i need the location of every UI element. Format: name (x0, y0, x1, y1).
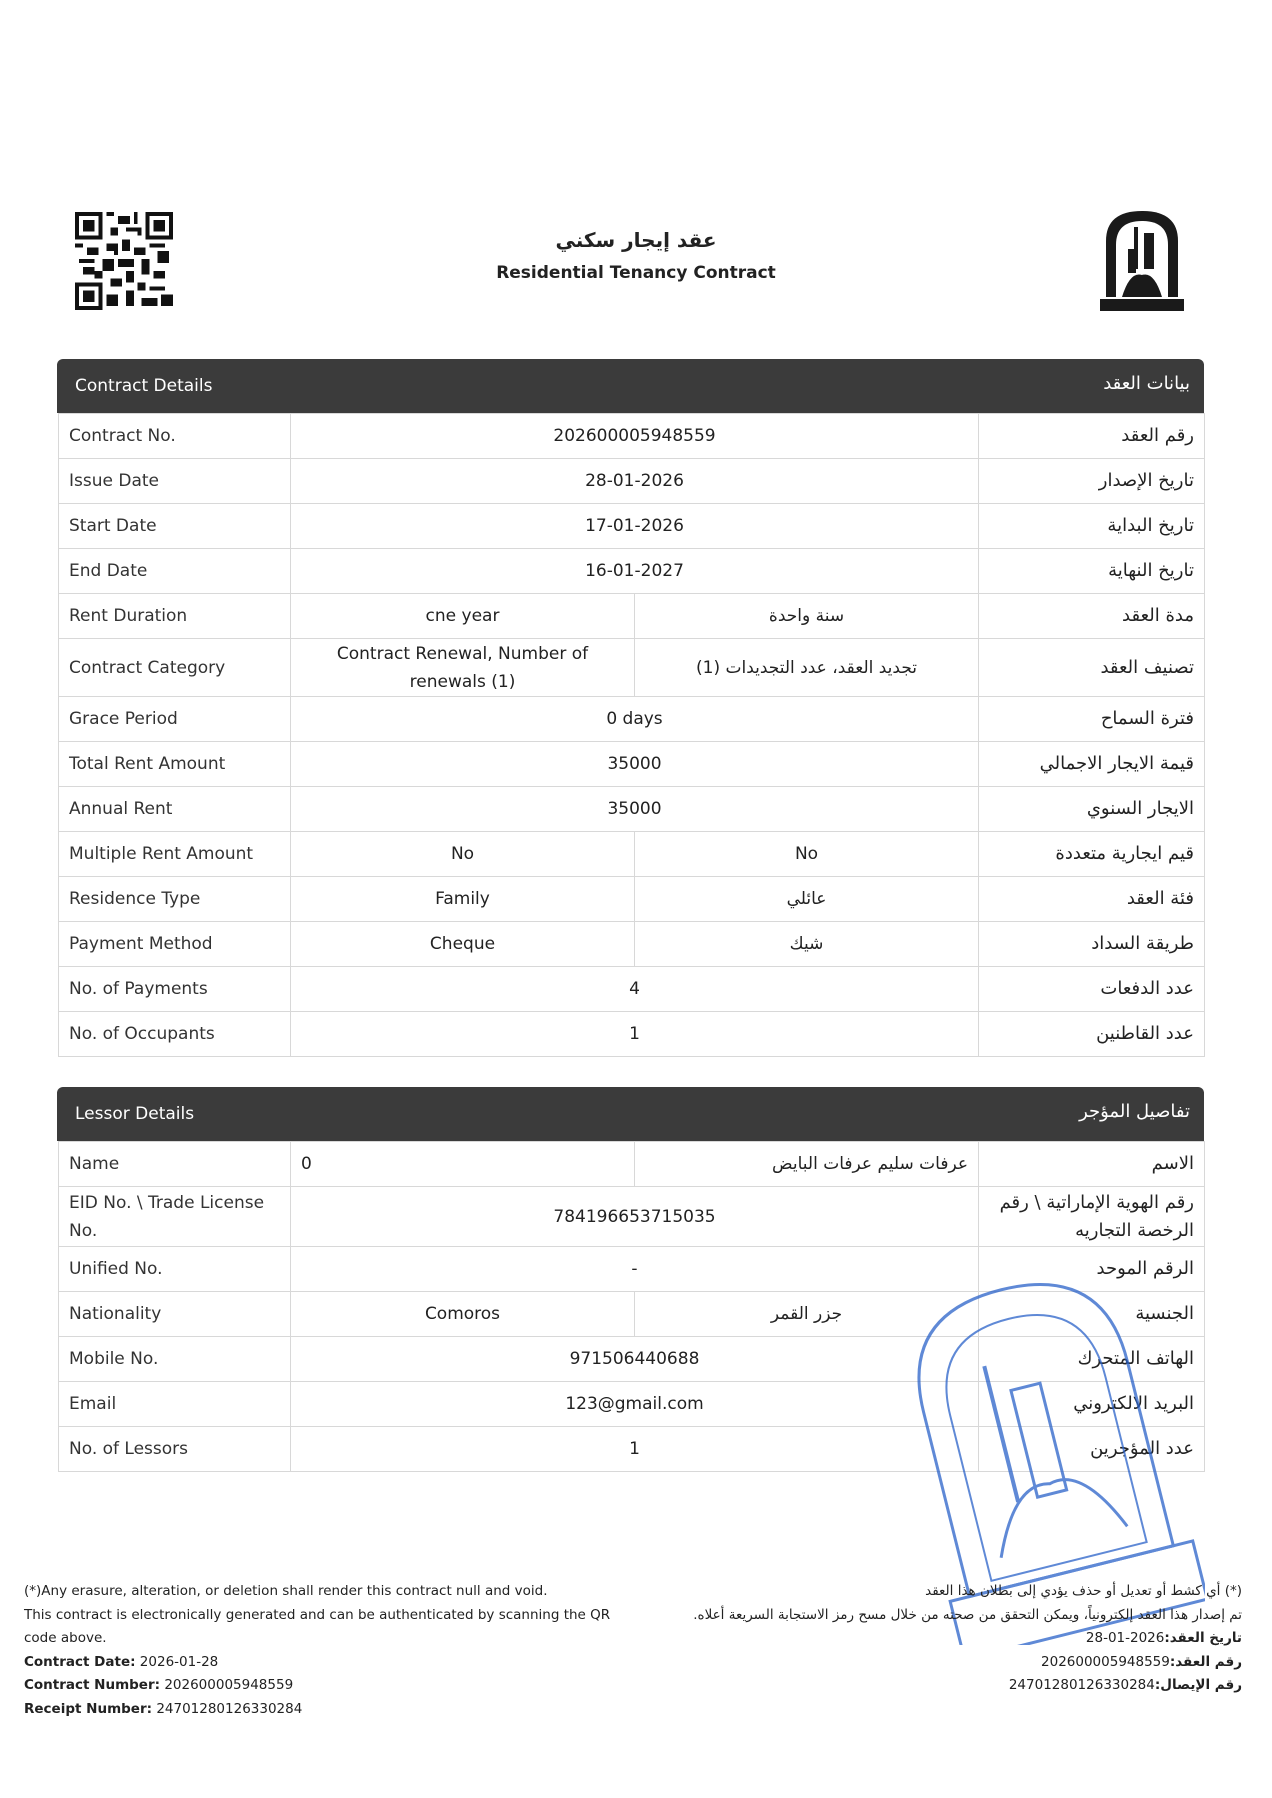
contract-number-value: 202600005948559 (164, 1677, 294, 1693)
table-row (59, 414, 1205, 459)
table-row (59, 1187, 1205, 1247)
rent-duration-label-ar: مدة العقد (979, 594, 1205, 639)
electronic-note-en: This contract is electronically generated and can be authenticated by scanning the QR code above. (24, 1606, 611, 1646)
contract-date-line (24, 1651, 644, 1675)
unified-no-label: Unified No. (59, 1247, 291, 1292)
contract-date-line-ar (662, 1627, 1242, 1651)
nationality-label: Nationality (59, 1292, 291, 1337)
email-label: Email (59, 1382, 291, 1427)
contract-details-header (57, 359, 1204, 413)
issue-date-label-ar: تاريخ الإصدار (979, 459, 1205, 504)
contract-details-title-en: Contract Details (75, 376, 213, 396)
sharjah-municipality-logo (1100, 205, 1184, 311)
table-row (59, 594, 1205, 639)
lessor-name-value-ar: عرفات سليم عرفات البايض (635, 1142, 979, 1187)
payment-method-label: Payment Method (59, 922, 291, 967)
footer-left (24, 1580, 644, 1721)
contract-no-label: Contract No. (59, 414, 291, 459)
table-row (59, 459, 1205, 504)
lessor-name-value-en: 0 (291, 1142, 635, 1187)
num-lessors-label-ar: عدد المؤجرين (979, 1427, 1205, 1472)
annual-rent-label: Annual Rent (59, 787, 291, 832)
grace-period-value: 0 days (291, 697, 979, 742)
nationality-label-ar: الجنسية (979, 1292, 1205, 1337)
multiple-rent-value-ar: No (635, 832, 979, 877)
mobile-value: 971506440688 (291, 1337, 979, 1382)
num-occupants-value: 1 (291, 1012, 979, 1057)
rent-duration-value-ar: سنة واحدة (635, 594, 979, 639)
residence-type-value-ar: عائلي (635, 877, 979, 922)
num-payments-value: 4 (291, 967, 979, 1012)
residence-type-label-ar: فئة العقد (979, 877, 1205, 922)
payment-method-value-ar: شيك (635, 922, 979, 967)
table-row (59, 1012, 1205, 1057)
email-value: 123@gmail.com (291, 1382, 979, 1427)
issue-date-value: 28-01-2026 (291, 459, 979, 504)
num-lessors-value: 1 (291, 1427, 979, 1472)
eid-label: EID No. \ Trade License No. (59, 1187, 291, 1247)
total-rent-label: Total Rent Amount (59, 742, 291, 787)
multiple-rent-label: Multiple Rent Amount (59, 832, 291, 877)
receipt-number-line-ar (662, 1674, 1242, 1698)
page-title-ar: عقد إيجار سكني (555, 228, 717, 252)
mobile-label-ar: الهاتف المتحرك (979, 1337, 1205, 1382)
payment-method-label-ar: طريقة السداد (979, 922, 1205, 967)
contract-category-value-ar: تجديد العقد، عدد التجديدات (1) (635, 639, 979, 697)
table-row (59, 697, 1205, 742)
lessor-details-header (57, 1087, 1204, 1141)
start-date-value: 17-01-2026 (291, 504, 979, 549)
lessor-details-title-ar: تفاصيل المؤجر (1079, 1101, 1190, 1122)
electronic-note-ar: تم إصدار هذا العقد إلكترونياً، ويمكن التحقق من صحته من خلال مسح رمز الاستجابة السريعة أعلاه. (693, 1606, 1242, 1623)
table-row (59, 787, 1205, 832)
annual-rent-label-ar: الايجار السنوي (979, 787, 1205, 832)
nationality-value-en: Comoros (291, 1292, 635, 1337)
disclaimer-ar: (*) أي كشط أو تعديل أو حذف يؤدي إلى بطلان هذا العقد (925, 1583, 1242, 1599)
table-row (59, 742, 1205, 787)
table-row (59, 967, 1205, 1012)
receipt-number-value: 24701280126330284 (156, 1700, 303, 1717)
residence-type-label: Residence Type (59, 877, 291, 922)
num-lessors-label: No. of Lessors (59, 1427, 291, 1472)
residence-type-value-en: Family (291, 877, 635, 922)
eid-value: 784196653715035 (291, 1187, 979, 1247)
grace-period-label-ar: فترة السماح (979, 697, 1205, 742)
rent-duration-value-en: cne year (291, 594, 635, 639)
unified-no-value: - (291, 1247, 979, 1292)
mobile-label: Mobile No. (59, 1337, 291, 1382)
contract-category-label: Contract Category (59, 639, 291, 697)
contract-no-value: 202600005948559 (291, 414, 979, 459)
grace-period-label: Grace Period (59, 697, 291, 742)
contract-number-label: Contract Number: (24, 1677, 161, 1693)
num-occupants-label-ar: عدد القاطنين (979, 1012, 1205, 1057)
contract-category-label-ar: تصنيف العقد (979, 639, 1205, 697)
table-row (59, 1142, 1205, 1187)
table-row (59, 877, 1205, 922)
lessor-details-title-en: Lessor Details (75, 1104, 195, 1124)
multiple-rent-label-ar: قيم ايجارية متعددة (979, 832, 1205, 877)
start-date-label: Start Date (59, 504, 291, 549)
table-row (59, 639, 1205, 697)
contract-date-label: Contract Date: (24, 1653, 136, 1670)
end-date-label: End Date (59, 549, 291, 594)
unified-no-label-ar: الرقم الموحد (979, 1247, 1205, 1292)
total-rent-value: 35000 (291, 742, 979, 787)
lessor-name-label: Name (59, 1142, 291, 1187)
receipt-number-label: Receipt Number: (24, 1700, 153, 1717)
contract-date-label-ar: تاريخ العقد: (1164, 1630, 1242, 1646)
annual-rent-value: 35000 (291, 787, 979, 832)
contract-date-value-ar: 2026-01-28 (1085, 1630, 1165, 1646)
num-payments-label: No. of Payments (59, 967, 291, 1012)
multiple-rent-value-en: No (291, 832, 635, 877)
table-row (59, 832, 1205, 877)
contract-number-label-ar: رقم العقد: (1169, 1653, 1242, 1670)
payment-method-value-en: Cheque (291, 922, 635, 967)
contract-number-line-ar (662, 1651, 1242, 1675)
issue-date-label: Issue Date (59, 459, 291, 504)
rent-duration-label: Rent Duration (59, 594, 291, 639)
contract-category-value-en: Contract Renewal, Number of renewals (1) (291, 639, 635, 697)
contract-number-line (24, 1674, 644, 1698)
disclaimer-en: (*)Any erasure, alteration, or deletion shall render this contract null and void. (24, 1583, 548, 1599)
end-date-label-ar: تاريخ النهاية (979, 549, 1205, 594)
eid-label-ar: رقم الهوية الإماراتية \ رقم الرخصة التجاريه (979, 1187, 1205, 1247)
receipt-number-value-ar: 24701280126330284 (1008, 1677, 1155, 1693)
nationality-value-ar: جزر القمر (635, 1292, 979, 1337)
total-rent-label-ar: قيمة الايجار الاجمالي (979, 742, 1205, 787)
contract-details-table (58, 413, 1205, 1057)
page-title-en: Residential Tenancy Contract (496, 263, 776, 283)
num-payments-label-ar: عدد الدفعات (979, 967, 1205, 1012)
contract-no-label-ar: رقم العقد (979, 414, 1205, 459)
contract-number-value-ar: 202600005948559 (1041, 1653, 1170, 1670)
contract-details-title-ar: بيانات العقد (1103, 373, 1190, 394)
lessor-name-label-ar: الاسم (979, 1142, 1205, 1187)
end-date-value: 16-01-2027 (291, 549, 979, 594)
receipt-number-line (24, 1698, 644, 1722)
qr-code (75, 212, 173, 310)
footer-right (662, 1580, 1242, 1698)
table-row (59, 504, 1205, 549)
table-row (59, 549, 1205, 594)
receipt-number-label-ar: رقم الإيصال: (1154, 1677, 1242, 1693)
table-row (59, 922, 1205, 967)
email-label-ar: البريد الالكتروني (979, 1382, 1205, 1427)
contract-date-value: 2026-01-28 (139, 1653, 219, 1670)
start-date-label-ar: تاريخ البداية (979, 504, 1205, 549)
num-occupants-label: No. of Occupants (59, 1012, 291, 1057)
